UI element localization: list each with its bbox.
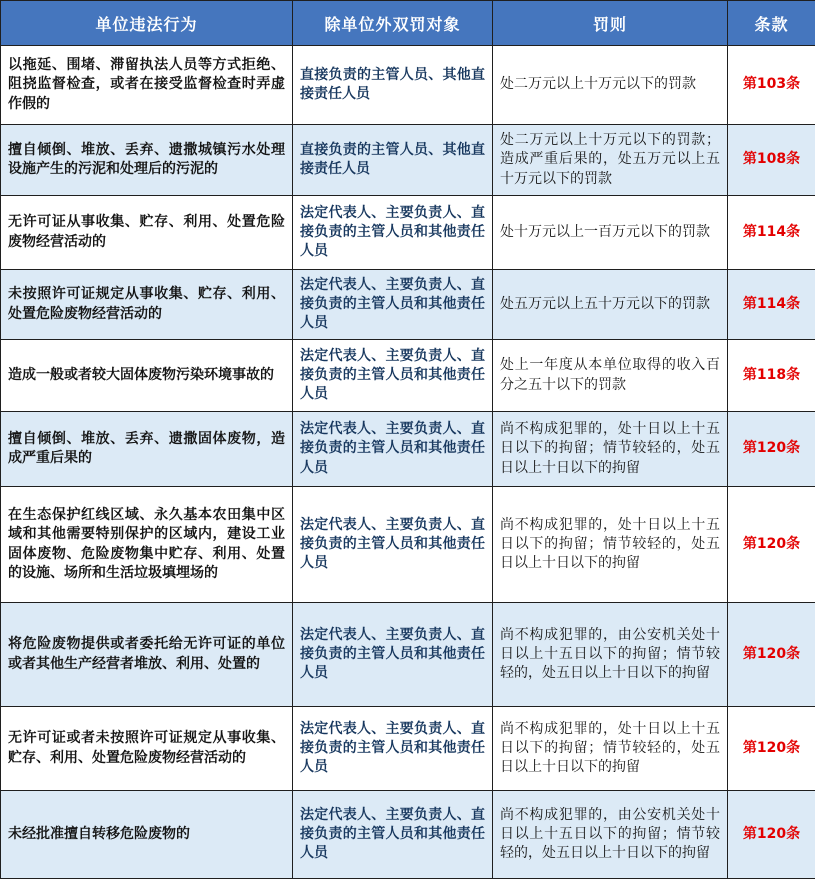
violation-cell: 无许可证或者未按照许可证规定从事收集、贮存、利用、处置危险废物经营活动的 <box>1 707 293 791</box>
table-row <box>1 487 815 603</box>
targets-cell: 法定代表人、主要负责人、直接负责的主管人员和其他责任人员 <box>293 196 493 270</box>
article-cell: 第120条 <box>728 603 815 707</box>
article-cell: 第120条 <box>728 791 815 879</box>
table-row <box>1 196 815 270</box>
targets-cell: 法定代表人、主要负责人、直接负责的主管人员和其他责任人员 <box>293 412 493 487</box>
article-cell: 第103条 <box>728 46 815 125</box>
targets-cell: 法定代表人、主要负责人、直接负责的主管人员和其他责任人员 <box>293 603 493 707</box>
penalty-cell: 尚不构成犯罪的，由公安机关处十日以上十五日以下的拘留；情节较轻的，处五日以上十日以下的拘留 <box>493 791 728 879</box>
article-cell: 第114条 <box>728 270 815 340</box>
penalty-cell: 尚不构成犯罪的，处十日以上十五日以下的拘留；情节较轻的，处五日以上十日以下的拘留 <box>493 487 728 603</box>
table-row <box>1 270 815 340</box>
article-cell: 第120条 <box>728 707 815 791</box>
violation-cell: 未按照许可证规定从事收集、贮存、利用、处置危险废物经营活动的 <box>1 270 293 340</box>
table-row <box>1 340 815 412</box>
violation-cell: 擅自倾倒、堆放、丢弃、遗撒固体废物，造成严重后果的 <box>1 412 293 487</box>
table-row <box>1 412 815 487</box>
violation-cell: 造成一般或者较大固体废物污染环境事故的 <box>1 340 293 412</box>
article-cell: 第118条 <box>728 340 815 412</box>
table-header <box>1 1 815 46</box>
penalty-cell: 处二万元以上十万元以下的罚款；造成严重后果的，处五万元以上五十万元以下的罚款 <box>493 125 728 196</box>
violation-cell: 未经批准擅自转移危险废物的 <box>1 791 293 879</box>
article-cell: 第120条 <box>728 412 815 487</box>
table-row <box>1 707 815 791</box>
violation-cell: 擅自倾倒、堆放、丢弃、遗撒城镇污水处理设施产生的污泥和处理后的污泥的 <box>1 125 293 196</box>
targets-cell: 法定代表人、主要负责人、直接负责的主管人员和其他责任人员 <box>293 791 493 879</box>
targets-cell: 法定代表人、主要负责人、直接负责的主管人员和其他责任人员 <box>293 487 493 603</box>
penalty-cell: 处十万元以上一百万元以下的罚款 <box>493 196 728 270</box>
violation-cell: 无许可证从事收集、贮存、利用、处置危险废物经营活动的 <box>1 196 293 270</box>
targets-cell: 法定代表人、主要负责人、直接负责的主管人员和其他责任人员 <box>293 270 493 340</box>
column-header-targets: 除单位外双罚对象 <box>293 1 493 46</box>
table-body <box>1 46 815 879</box>
table-row <box>1 46 815 125</box>
penalty-cell: 尚不构成犯罪的，处十日以上十五日以下的拘留；情节较轻的，处五日以上十日以下的拘留 <box>493 412 728 487</box>
column-header-violation: 单位违法行为 <box>1 1 293 46</box>
column-header-penalty: 罚则 <box>493 1 728 46</box>
violation-cell: 以拖延、围堵、滞留执法人员等方式拒绝、阻挠监督检查，或者在接受监督检查时弄虚作假的 <box>1 46 293 125</box>
targets-cell: 直接负责的主管人员、其他直接责任人员 <box>293 46 493 125</box>
penalty-cell: 处上一年度从本单位取得的收入百分之五十以下的罚款 <box>493 340 728 412</box>
penalty-cell: 尚不构成犯罪的，处十日以上十五日以下的拘留；情节较轻的，处五日以上十日以下的拘留 <box>493 707 728 791</box>
article-cell: 第114条 <box>728 196 815 270</box>
penalty-cell: 尚不构成犯罪的，由公安机关处十日以上十五日以下的拘留；情节较轻的，处五日以上十日以下的拘留 <box>493 603 728 707</box>
penalty-cell: 处五万元以上五十万元以下的罚款 <box>493 270 728 340</box>
header-row <box>1 1 815 46</box>
table-row <box>1 791 815 879</box>
penalty-cell: 处二万元以上十万元以下的罚款 <box>493 46 728 125</box>
table-row <box>1 603 815 707</box>
article-cell: 第108条 <box>728 125 815 196</box>
targets-cell: 法定代表人、主要负责人、直接负责的主管人员和其他责任人员 <box>293 340 493 412</box>
column-header-article: 条款 <box>728 1 815 46</box>
targets-cell: 直接负责的主管人员、其他直接责任人员 <box>293 125 493 196</box>
violation-cell: 将危险废物提供或者委托给无许可证的单位或者其他生产经营者堆放、利用、处置的 <box>1 603 293 707</box>
targets-cell: 法定代表人、主要负责人、直接负责的主管人员和其他责任人员 <box>293 707 493 791</box>
article-cell: 第120条 <box>728 487 815 603</box>
table-row <box>1 125 815 196</box>
violation-cell: 在生态保护红线区域、永久基本农田集中区域和其他需要特别保护的区域内，建设工业固体废物、危险废物集中贮存、利用、处置的设施、场所和生活垃圾填埋场的 <box>1 487 293 603</box>
